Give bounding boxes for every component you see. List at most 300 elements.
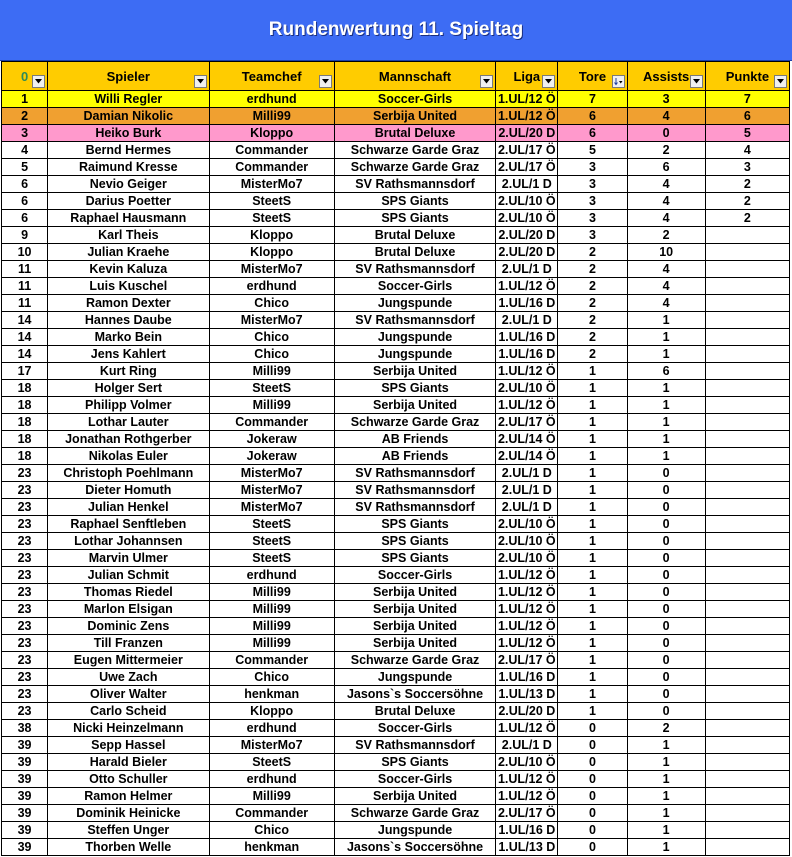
cell-mannschaft[interactable]: Brutal Deluxe — [334, 244, 495, 261]
cell-teamchef[interactable]: MisterMo7 — [209, 499, 334, 516]
cell-punkte[interactable] — [705, 788, 789, 805]
cell-spieler[interactable]: Karl Theis — [48, 227, 209, 244]
cell-mannschaft[interactable]: Jungspunde — [334, 329, 495, 346]
cell-spieler[interactable]: Lothar Lauter — [48, 414, 209, 431]
cell-punkte[interactable] — [705, 482, 789, 499]
cell-rank[interactable]: 39 — [2, 788, 48, 805]
cell-teamchef[interactable]: Milli99 — [209, 601, 334, 618]
cell-rank[interactable]: 11 — [2, 295, 48, 312]
cell-assists[interactable]: 1 — [627, 380, 705, 397]
cell-rank[interactable]: 23 — [2, 652, 48, 669]
cell-tore[interactable]: 1 — [558, 482, 627, 499]
cell-spieler[interactable]: Hannes Daube — [48, 312, 209, 329]
cell-teamchef[interactable]: Commander — [209, 805, 334, 822]
cell-spieler[interactable]: Kurt Ring — [48, 363, 209, 380]
cell-mannschaft[interactable]: Jungspunde — [334, 295, 495, 312]
cell-tore[interactable]: 2 — [558, 295, 627, 312]
cell-assists[interactable]: 0 — [627, 703, 705, 720]
cell-rank[interactable]: 18 — [2, 380, 48, 397]
cell-liga[interactable]: 2.UL/20 D — [496, 703, 558, 720]
cell-tore[interactable]: 3 — [558, 227, 627, 244]
column-header-spieler[interactable] — [48, 62, 209, 91]
cell-spieler[interactable]: Oliver Walter — [48, 686, 209, 703]
cell-liga[interactable]: 2.UL/10 Ö — [496, 210, 558, 227]
cell-liga[interactable]: 2.UL/10 Ö — [496, 193, 558, 210]
cell-punkte[interactable] — [705, 550, 789, 567]
cell-tore[interactable]: 0 — [558, 771, 627, 788]
cell-teamchef[interactable]: Milli99 — [209, 788, 334, 805]
cell-teamchef[interactable]: Chico — [209, 669, 334, 686]
cell-rank[interactable]: 18 — [2, 397, 48, 414]
cell-punkte[interactable] — [705, 516, 789, 533]
cell-mannschaft[interactable]: SPS Giants — [334, 380, 495, 397]
cell-rank[interactable]: 23 — [2, 669, 48, 686]
cell-tore[interactable]: 1 — [558, 363, 627, 380]
cell-spieler[interactable]: Harald Bieler — [48, 754, 209, 771]
cell-rank[interactable]: 39 — [2, 754, 48, 771]
cell-tore[interactable]: 2 — [558, 312, 627, 329]
cell-assists[interactable]: 1 — [627, 414, 705, 431]
cell-rank[interactable]: 23 — [2, 703, 48, 720]
cell-punkte[interactable] — [705, 448, 789, 465]
cell-assists[interactable]: 1 — [627, 822, 705, 839]
cell-spieler[interactable]: Holger Sert — [48, 380, 209, 397]
cell-liga[interactable]: 2.UL/10 Ö — [496, 754, 558, 771]
cell-mannschaft[interactable]: SV Rathsmannsdorf — [334, 312, 495, 329]
cell-rank[interactable]: 10 — [2, 244, 48, 261]
cell-spieler[interactable]: Nevio Geiger — [48, 176, 209, 193]
cell-teamchef[interactable]: SteetS — [209, 380, 334, 397]
cell-assists[interactable]: 2 — [627, 720, 705, 737]
cell-teamchef[interactable]: Milli99 — [209, 397, 334, 414]
cell-mannschaft[interactable]: Soccer-Girls — [334, 567, 495, 584]
cell-tore[interactable]: 0 — [558, 805, 627, 822]
cell-tore[interactable]: 1 — [558, 499, 627, 516]
cell-teamchef[interactable]: MisterMo7 — [209, 737, 334, 754]
cell-tore[interactable]: 7 — [558, 91, 627, 108]
cell-tore[interactable]: 3 — [558, 193, 627, 210]
cell-teamchef[interactable]: MisterMo7 — [209, 482, 334, 499]
cell-liga[interactable]: 2.UL/20 D — [496, 244, 558, 261]
cell-teamchef[interactable]: Commander — [209, 414, 334, 431]
cell-mannschaft[interactable]: Schwarze Garde Graz — [334, 805, 495, 822]
column-header-tore[interactable] — [558, 62, 627, 91]
cell-punkte[interactable] — [705, 754, 789, 771]
cell-assists[interactable]: 4 — [627, 261, 705, 278]
cell-assists[interactable]: 6 — [627, 363, 705, 380]
cell-rank[interactable]: 5 — [2, 159, 48, 176]
cell-tore[interactable]: 0 — [558, 788, 627, 805]
column-header-liga[interactable] — [496, 62, 558, 91]
cell-mannschaft[interactable]: Serbija United — [334, 363, 495, 380]
cell-spieler[interactable]: Steffen Unger — [48, 822, 209, 839]
cell-teamchef[interactable]: SteetS — [209, 210, 334, 227]
cell-teamchef[interactable]: Chico — [209, 329, 334, 346]
cell-punkte[interactable] — [705, 618, 789, 635]
cell-teamchef[interactable]: Commander — [209, 652, 334, 669]
cell-liga[interactable]: 1.UL/16 D — [496, 346, 558, 363]
cell-spieler[interactable]: Thomas Riedel — [48, 584, 209, 601]
filter-dropdown-icon[interactable] — [542, 75, 555, 88]
cell-assists[interactable]: 4 — [627, 278, 705, 295]
cell-spieler[interactable]: Jonathan Rothgerber — [48, 431, 209, 448]
cell-tore[interactable]: 6 — [558, 125, 627, 142]
cell-assists[interactable]: 4 — [627, 210, 705, 227]
cell-tore[interactable]: 1 — [558, 601, 627, 618]
cell-mannschaft[interactable]: Soccer-Girls — [334, 278, 495, 295]
cell-assists[interactable]: 0 — [627, 635, 705, 652]
cell-punkte[interactable] — [705, 227, 789, 244]
cell-spieler[interactable]: Eugen Mittermeier — [48, 652, 209, 669]
cell-tore[interactable]: 1 — [558, 414, 627, 431]
cell-liga[interactable]: 2.UL/1 D — [496, 499, 558, 516]
cell-spieler[interactable]: Dieter Homuth — [48, 482, 209, 499]
cell-liga[interactable]: 1.UL/12 Ö — [496, 788, 558, 805]
cell-spieler[interactable]: Heiko Burk — [48, 125, 209, 142]
cell-teamchef[interactable]: Kloppo — [209, 227, 334, 244]
cell-tore[interactable]: 5 — [558, 142, 627, 159]
cell-tore[interactable]: 2 — [558, 278, 627, 295]
cell-teamchef[interactable]: Milli99 — [209, 584, 334, 601]
cell-liga[interactable]: 1.UL/12 Ö — [496, 108, 558, 125]
cell-teamchef[interactable]: Jokeraw — [209, 431, 334, 448]
cell-liga[interactable]: 2.UL/17 Ö — [496, 805, 558, 822]
cell-spieler[interactable]: Uwe Zach — [48, 669, 209, 686]
cell-liga[interactable]: 1.UL/13 D — [496, 839, 558, 856]
cell-assists[interactable]: 4 — [627, 176, 705, 193]
cell-rank[interactable]: 14 — [2, 329, 48, 346]
cell-spieler[interactable]: Bernd Hermes — [48, 142, 209, 159]
cell-mannschaft[interactable]: Soccer-Girls — [334, 771, 495, 788]
cell-tore[interactable]: 3 — [558, 176, 627, 193]
cell-assists[interactable]: 1 — [627, 448, 705, 465]
cell-spieler[interactable]: Jens Kahlert — [48, 346, 209, 363]
cell-mannschaft[interactable]: Schwarze Garde Graz — [334, 652, 495, 669]
cell-spieler[interactable]: Sepp Hassel — [48, 737, 209, 754]
cell-tore[interactable]: 1 — [558, 652, 627, 669]
cell-rank[interactable]: 23 — [2, 550, 48, 567]
cell-tore[interactable]: 0 — [558, 839, 627, 856]
cell-spieler[interactable]: Darius Poetter — [48, 193, 209, 210]
cell-liga[interactable]: 1.UL/16 D — [496, 822, 558, 839]
cell-liga[interactable]: 2.UL/1 D — [496, 176, 558, 193]
column-header-punkte[interactable] — [705, 62, 789, 91]
cell-punkte[interactable]: 2 — [705, 210, 789, 227]
cell-liga[interactable]: 1.UL/12 Ö — [496, 91, 558, 108]
cell-spieler[interactable]: Marko Bein — [48, 329, 209, 346]
cell-liga[interactable]: 1.UL/12 Ö — [496, 720, 558, 737]
cell-liga[interactable]: 2.UL/20 D — [496, 125, 558, 142]
cell-teamchef[interactable]: Chico — [209, 822, 334, 839]
cell-mannschaft[interactable]: SPS Giants — [334, 516, 495, 533]
cell-punkte[interactable]: 7 — [705, 91, 789, 108]
cell-teamchef[interactable]: SteetS — [209, 193, 334, 210]
cell-mannschaft[interactable]: SPS Giants — [334, 533, 495, 550]
cell-liga[interactable]: 1.UL/12 Ö — [496, 771, 558, 788]
cell-teamchef[interactable]: Milli99 — [209, 363, 334, 380]
cell-tore[interactable]: 0 — [558, 822, 627, 839]
cell-assists[interactable]: 1 — [627, 431, 705, 448]
cell-punkte[interactable] — [705, 720, 789, 737]
cell-punkte[interactable] — [705, 703, 789, 720]
cell-punkte[interactable] — [705, 244, 789, 261]
cell-assists[interactable]: 0 — [627, 584, 705, 601]
cell-liga[interactable]: 1.UL/12 Ö — [496, 363, 558, 380]
cell-tore[interactable]: 0 — [558, 720, 627, 737]
cell-punkte[interactable] — [705, 771, 789, 788]
cell-assists[interactable]: 1 — [627, 788, 705, 805]
cell-tore[interactable]: 1 — [558, 448, 627, 465]
cell-mannschaft[interactable]: Brutal Deluxe — [334, 125, 495, 142]
cell-spieler[interactable]: Raphael Hausmann — [48, 210, 209, 227]
cell-punkte[interactable] — [705, 839, 789, 856]
cell-mannschaft[interactable]: Schwarze Garde Graz — [334, 414, 495, 431]
cell-teamchef[interactable]: Kloppo — [209, 703, 334, 720]
cell-spieler[interactable]: Julian Kraehe — [48, 244, 209, 261]
cell-punkte[interactable] — [705, 669, 789, 686]
cell-mannschaft[interactable]: Jasons`s Soccersöhne — [334, 686, 495, 703]
filter-dropdown-icon[interactable] — [32, 75, 45, 88]
cell-rank[interactable]: 23 — [2, 567, 48, 584]
cell-liga[interactable]: 2.UL/10 Ö — [496, 380, 558, 397]
cell-punkte[interactable] — [705, 414, 789, 431]
cell-rank[interactable]: 38 — [2, 720, 48, 737]
cell-punkte[interactable]: 5 — [705, 125, 789, 142]
cell-assists[interactable]: 0 — [627, 125, 705, 142]
cell-mannschaft[interactable]: Brutal Deluxe — [334, 703, 495, 720]
cell-teamchef[interactable]: Milli99 — [209, 635, 334, 652]
cell-punkte[interactable] — [705, 278, 789, 295]
cell-tore[interactable]: 1 — [558, 703, 627, 720]
cell-liga[interactable]: 2.UL/14 Ö — [496, 431, 558, 448]
cell-punkte[interactable]: 6 — [705, 108, 789, 125]
cell-teamchef[interactable]: MisterMo7 — [209, 261, 334, 278]
cell-rank[interactable]: 6 — [2, 176, 48, 193]
cell-assists[interactable]: 10 — [627, 244, 705, 261]
cell-teamchef[interactable]: erdhund — [209, 720, 334, 737]
cell-liga[interactable]: 2.UL/1 D — [496, 737, 558, 754]
cell-mannschaft[interactable]: AB Friends — [334, 448, 495, 465]
cell-rank[interactable]: 39 — [2, 822, 48, 839]
cell-spieler[interactable]: Willi Regler — [48, 91, 209, 108]
cell-liga[interactable]: 1.UL/12 Ö — [496, 618, 558, 635]
cell-teamchef[interactable]: Kloppo — [209, 244, 334, 261]
cell-spieler[interactable]: Dominic Zens — [48, 618, 209, 635]
cell-spieler[interactable]: Till Franzen — [48, 635, 209, 652]
cell-assists[interactable]: 1 — [627, 805, 705, 822]
cell-assists[interactable]: 1 — [627, 312, 705, 329]
cell-teamchef[interactable]: SteetS — [209, 550, 334, 567]
cell-mannschaft[interactable]: SV Rathsmannsdorf — [334, 261, 495, 278]
cell-liga[interactable]: 1.UL/13 D — [496, 686, 558, 703]
filter-dropdown-icon[interactable] — [774, 75, 787, 88]
cell-liga[interactable]: 1.UL/12 Ö — [496, 635, 558, 652]
cell-teamchef[interactable]: MisterMo7 — [209, 312, 334, 329]
cell-liga[interactable]: 1.UL/16 D — [496, 329, 558, 346]
cell-rank[interactable]: 18 — [2, 414, 48, 431]
cell-assists[interactable]: 6 — [627, 159, 705, 176]
cell-mannschaft[interactable]: Jungspunde — [334, 822, 495, 839]
cell-assists[interactable]: 1 — [627, 346, 705, 363]
cell-liga[interactable]: 1.UL/16 D — [496, 669, 558, 686]
filter-dropdown-icon[interactable] — [194, 75, 207, 88]
cell-liga[interactable]: 1.UL/12 Ö — [496, 584, 558, 601]
cell-rank[interactable]: 3 — [2, 125, 48, 142]
cell-punkte[interactable]: 3 — [705, 159, 789, 176]
cell-spieler[interactable]: Julian Schmit — [48, 567, 209, 584]
cell-teamchef[interactable]: Commander — [209, 142, 334, 159]
cell-spieler[interactable]: Damian Nikolic — [48, 108, 209, 125]
cell-teamchef[interactable]: Chico — [209, 346, 334, 363]
cell-punkte[interactable] — [705, 363, 789, 380]
cell-rank[interactable]: 23 — [2, 516, 48, 533]
cell-teamchef[interactable]: Kloppo — [209, 125, 334, 142]
cell-tore[interactable]: 2 — [558, 244, 627, 261]
filter-dropdown-icon[interactable] — [319, 75, 332, 88]
cell-rank[interactable]: 23 — [2, 465, 48, 482]
cell-punkte[interactable]: 4 — [705, 142, 789, 159]
cell-tore[interactable]: 3 — [558, 159, 627, 176]
cell-mannschaft[interactable]: Soccer-Girls — [334, 91, 495, 108]
cell-rank[interactable]: 11 — [2, 278, 48, 295]
cell-spieler[interactable]: Ramon Helmer — [48, 788, 209, 805]
cell-tore[interactable]: 1 — [558, 618, 627, 635]
cell-spieler[interactable]: Dominik Heinicke — [48, 805, 209, 822]
cell-punkte[interactable] — [705, 397, 789, 414]
cell-tore[interactable]: 1 — [558, 516, 627, 533]
cell-mannschaft[interactable]: Schwarze Garde Graz — [334, 142, 495, 159]
column-header-rank[interactable] — [2, 62, 48, 91]
cell-mannschaft[interactable]: SV Rathsmannsdorf — [334, 737, 495, 754]
cell-punkte[interactable] — [705, 635, 789, 652]
cell-teamchef[interactable]: SteetS — [209, 533, 334, 550]
cell-rank[interactable]: 23 — [2, 601, 48, 618]
cell-assists[interactable]: 3 — [627, 91, 705, 108]
cell-punkte[interactable] — [705, 261, 789, 278]
cell-mannschaft[interactable]: Serbija United — [334, 788, 495, 805]
cell-spieler[interactable]: Nicki Heinzelmann — [48, 720, 209, 737]
cell-punkte[interactable] — [705, 346, 789, 363]
cell-liga[interactable]: 1.UL/12 Ö — [496, 278, 558, 295]
cell-rank[interactable]: 4 — [2, 142, 48, 159]
cell-teamchef[interactable]: MisterMo7 — [209, 176, 334, 193]
cell-rank[interactable]: 39 — [2, 771, 48, 788]
cell-assists[interactable]: 0 — [627, 652, 705, 669]
cell-rank[interactable]: 23 — [2, 482, 48, 499]
cell-spieler[interactable]: Thorben Welle — [48, 839, 209, 856]
cell-assists[interactable]: 0 — [627, 669, 705, 686]
cell-teamchef[interactable]: Jokeraw — [209, 448, 334, 465]
cell-punkte[interactable] — [705, 465, 789, 482]
cell-mannschaft[interactable]: SPS Giants — [334, 754, 495, 771]
cell-assists[interactable]: 2 — [627, 142, 705, 159]
cell-tore[interactable]: 1 — [558, 635, 627, 652]
cell-assists[interactable]: 0 — [627, 567, 705, 584]
cell-liga[interactable]: 2.UL/14 Ö — [496, 448, 558, 465]
cell-punkte[interactable] — [705, 652, 789, 669]
cell-tore[interactable]: 1 — [558, 686, 627, 703]
cell-teamchef[interactable]: henkman — [209, 839, 334, 856]
cell-rank[interactable]: 18 — [2, 448, 48, 465]
cell-spieler[interactable]: Lothar Johannsen — [48, 533, 209, 550]
cell-punkte[interactable]: 2 — [705, 193, 789, 210]
cell-liga[interactable]: 2.UL/1 D — [496, 312, 558, 329]
cell-assists[interactable]: 4 — [627, 193, 705, 210]
cell-teamchef[interactable]: henkman — [209, 686, 334, 703]
cell-mannschaft[interactable]: Serbija United — [334, 584, 495, 601]
cell-rank[interactable]: 6 — [2, 193, 48, 210]
cell-assists[interactable]: 0 — [627, 465, 705, 482]
cell-assists[interactable]: 1 — [627, 839, 705, 856]
filter-dropdown-icon[interactable] — [480, 75, 493, 88]
cell-assists[interactable]: 4 — [627, 108, 705, 125]
cell-tore[interactable]: 0 — [558, 737, 627, 754]
cell-spieler[interactable]: Marvin Ulmer — [48, 550, 209, 567]
cell-assists[interactable]: 1 — [627, 397, 705, 414]
cell-rank[interactable]: 9 — [2, 227, 48, 244]
cell-mannschaft[interactable]: Soccer-Girls — [334, 720, 495, 737]
cell-rank[interactable]: 23 — [2, 533, 48, 550]
column-header-teamchef[interactable] — [209, 62, 334, 91]
cell-spieler[interactable]: Raphael Senftleben — [48, 516, 209, 533]
cell-mannschaft[interactable]: SPS Giants — [334, 550, 495, 567]
cell-liga[interactable]: 2.UL/10 Ö — [496, 550, 558, 567]
sort-descending-filter-icon[interactable] — [612, 75, 625, 88]
cell-spieler[interactable]: Christoph Poehlmann — [48, 465, 209, 482]
column-header-assists[interactable] — [627, 62, 705, 91]
cell-rank[interactable]: 11 — [2, 261, 48, 278]
cell-mannschaft[interactable]: Brutal Deluxe — [334, 227, 495, 244]
cell-liga[interactable]: 2.UL/10 Ö — [496, 533, 558, 550]
cell-assists[interactable]: 0 — [627, 499, 705, 516]
cell-liga[interactable]: 1.UL/12 Ö — [496, 567, 558, 584]
cell-rank[interactable]: 39 — [2, 737, 48, 754]
cell-tore[interactable]: 1 — [558, 584, 627, 601]
cell-teamchef[interactable]: erdhund — [209, 567, 334, 584]
cell-tore[interactable]: 1 — [558, 380, 627, 397]
cell-mannschaft[interactable]: Jungspunde — [334, 346, 495, 363]
cell-tore[interactable]: 6 — [558, 108, 627, 125]
cell-rank[interactable]: 1 — [2, 91, 48, 108]
cell-assists[interactable]: 1 — [627, 329, 705, 346]
cell-teamchef[interactable]: erdhund — [209, 278, 334, 295]
filter-dropdown-icon[interactable] — [690, 75, 703, 88]
cell-assists[interactable]: 0 — [627, 482, 705, 499]
cell-spieler[interactable]: Ramon Dexter — [48, 295, 209, 312]
cell-assists[interactable]: 0 — [627, 601, 705, 618]
cell-liga[interactable]: 2.UL/17 Ö — [496, 414, 558, 431]
cell-liga[interactable]: 2.UL/20 D — [496, 227, 558, 244]
cell-tore[interactable]: 2 — [558, 261, 627, 278]
cell-tore[interactable]: 1 — [558, 431, 627, 448]
cell-tore[interactable]: 1 — [558, 533, 627, 550]
cell-liga[interactable]: 1.UL/12 Ö — [496, 397, 558, 414]
cell-tore[interactable]: 1 — [558, 397, 627, 414]
cell-mannschaft[interactable]: SPS Giants — [334, 193, 495, 210]
cell-tore[interactable]: 1 — [558, 567, 627, 584]
cell-liga[interactable]: 2.UL/1 D — [496, 261, 558, 278]
cell-punkte[interactable] — [705, 533, 789, 550]
cell-spieler[interactable]: Otto Schuller — [48, 771, 209, 788]
cell-mannschaft[interactable]: SPS Giants — [334, 210, 495, 227]
cell-rank[interactable]: 6 — [2, 210, 48, 227]
cell-rank[interactable]: 14 — [2, 312, 48, 329]
cell-spieler[interactable]: Nikolas Euler — [48, 448, 209, 465]
cell-assists[interactable]: 0 — [627, 516, 705, 533]
cell-spieler[interactable]: Philipp Volmer — [48, 397, 209, 414]
column-header-mannschaft[interactable] — [334, 62, 495, 91]
cell-spieler[interactable]: Julian Henkel — [48, 499, 209, 516]
